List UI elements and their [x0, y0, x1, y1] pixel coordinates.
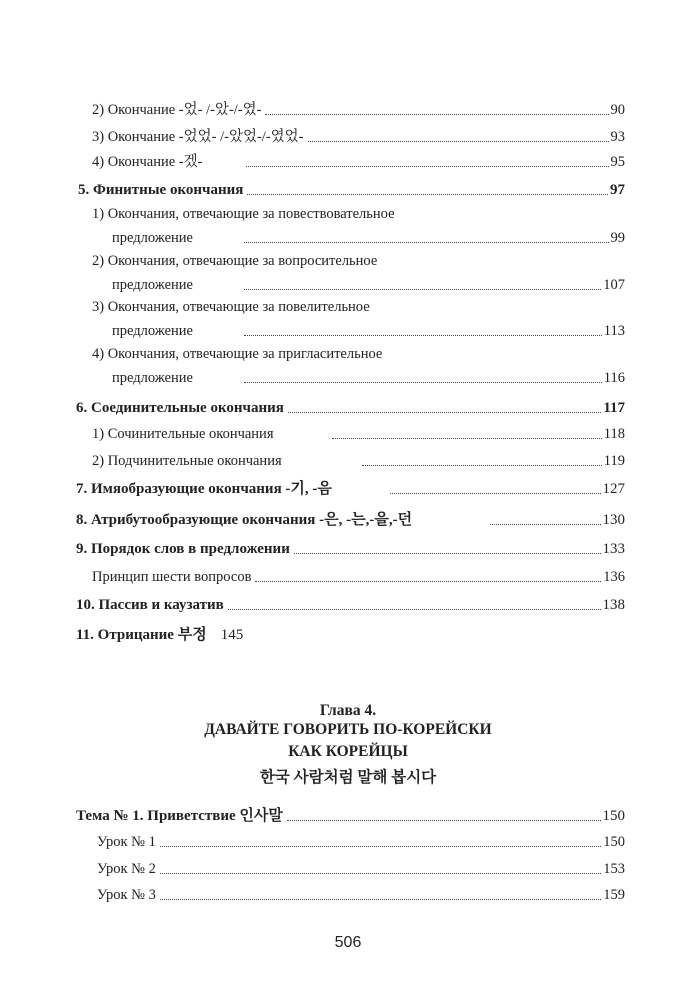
toc-page: 95 — [610, 154, 625, 170]
toc-page: 159 — [603, 887, 625, 903]
dot-leader — [490, 524, 601, 525]
dot-leader — [288, 412, 601, 413]
toc-section[interactable] — [76, 478, 625, 498]
toc-label: 5. Финитные окончания — [78, 182, 244, 198]
toc-entry[interactable] — [112, 227, 625, 247]
toc-page: 127 — [602, 481, 625, 497]
toc-label: 2) Окончания, отвечающие за вопросительное — [92, 253, 378, 269]
toc-page: 90 — [610, 102, 625, 118]
toc-label: 3) Окончание -었었- /-았었-/-였었- — [92, 129, 304, 145]
toc-page: 153 — [603, 861, 625, 877]
dot-leader — [160, 899, 601, 900]
toc-label: 7. Имяобразующие окончания -기, -음 — [76, 481, 332, 497]
toc-entry[interactable] — [97, 831, 625, 851]
toc-page: 97 — [610, 182, 625, 198]
toc-section[interactable] — [76, 538, 625, 558]
dot-leader — [308, 141, 609, 142]
toc-label: Тема № 1. Приветствие 인사말 — [76, 808, 283, 824]
dot-leader — [332, 438, 602, 439]
toc-page: 118 — [603, 426, 625, 442]
toc-page: 116 — [603, 370, 625, 386]
toc-label: Урок № 2 — [97, 861, 156, 877]
toc-entry[interactable] — [97, 858, 625, 878]
toc-entry[interactable] — [112, 274, 625, 294]
toc-page: 117 — [603, 400, 625, 416]
toc-label: Урок № 3 — [97, 887, 156, 903]
toc-page: 99 — [610, 230, 625, 246]
dot-leader — [160, 846, 601, 847]
dot-leader — [244, 382, 602, 383]
toc-label: Принцип шести вопросов — [92, 569, 252, 585]
toc-page: 119 — [603, 453, 625, 469]
chapter-title: ДАВАЙТЕ ГОВОРИТЬ ПО-КОРЕЙСКИ — [204, 721, 492, 738]
toc-label: 3) Окончания, отвечающие за повелительное — [92, 299, 370, 315]
toc-section[interactable] — [78, 179, 625, 199]
toc-label: 8. Атрибутообразующие окончания -은, -는,-을,-던 — [76, 512, 413, 528]
dot-leader — [246, 166, 609, 167]
dot-leader — [160, 873, 601, 874]
toc-page: 138 — [602, 597, 625, 613]
dot-leader — [265, 114, 608, 115]
toc-entry[interactable] — [92, 450, 625, 470]
toc-label: 2) Окончание -었- /-았-/-였- — [92, 102, 262, 118]
toc-section[interactable] — [76, 805, 625, 825]
toc-page: 150 — [602, 808, 625, 824]
toc-entry[interactable] — [112, 320, 625, 340]
page-number: 506 — [334, 934, 362, 951]
toc-entry[interactable] — [92, 126, 625, 146]
toc-label: 4) Окончания, отвечающие за пригласительное — [92, 346, 383, 362]
dot-leader — [247, 194, 608, 195]
toc-page: 113 — [603, 323, 625, 339]
toc-section[interactable] — [76, 623, 243, 644]
toc-section[interactable] — [76, 397, 625, 417]
chapter-title-cont: КАК КОРЕЙЦЫ — [288, 743, 408, 760]
toc-page: 130 — [602, 512, 625, 528]
toc-entry[interactable] — [92, 566, 625, 586]
toc-page: 107 — [603, 277, 625, 293]
toc-label: предложение — [112, 370, 193, 386]
toc-page: 145 — [220, 627, 244, 643]
dot-leader — [362, 465, 602, 466]
toc-label: 11. Отрицание 부정 — [76, 627, 207, 643]
toc-entry[interactable] — [92, 99, 625, 119]
chapter-number: Глава 4. — [319, 702, 377, 719]
dot-leader — [294, 553, 601, 554]
toc-page: 136 — [603, 569, 625, 585]
toc-page: 93 — [610, 129, 625, 145]
toc-section[interactable] — [76, 594, 625, 614]
toc-label: 9. Порядок слов в предложении — [76, 541, 290, 557]
toc-entry[interactable] — [92, 423, 625, 443]
toc-entry[interactable] — [112, 367, 625, 387]
toc-page: 133 — [602, 541, 625, 557]
toc-label: предложение — [112, 230, 193, 246]
toc-entry[interactable] — [92, 151, 625, 171]
dot-leader — [390, 493, 601, 494]
toc-entry[interactable] — [97, 884, 625, 904]
dot-leader — [255, 581, 601, 582]
toc-label: предложение — [112, 323, 193, 339]
toc-label: 2) Подчинительные окончания — [92, 453, 282, 469]
toc-label: 1) Окончания, отвечающие за повествовательное — [92, 206, 395, 222]
toc-label: 6. Соединительные окончания — [76, 400, 284, 416]
dot-leader — [244, 289, 601, 290]
dot-leader — [228, 609, 601, 610]
toc-page: 150 — [603, 834, 625, 850]
toc-label: 10. Пассив и каузатив — [76, 597, 224, 613]
toc-label: 4) Окончание -겠- — [92, 154, 203, 170]
toc-label: Урок № 1 — [97, 834, 156, 850]
toc-section[interactable] — [76, 509, 625, 529]
chapter-title-korean: 한국 사람처럼 말해 봅시다 — [259, 769, 437, 786]
dot-leader — [287, 820, 601, 821]
toc-label: 1) Сочинительные окончания — [92, 426, 274, 442]
dot-leader — [244, 335, 602, 336]
toc-label: предложение — [112, 277, 193, 293]
dot-leader — [244, 242, 609, 243]
